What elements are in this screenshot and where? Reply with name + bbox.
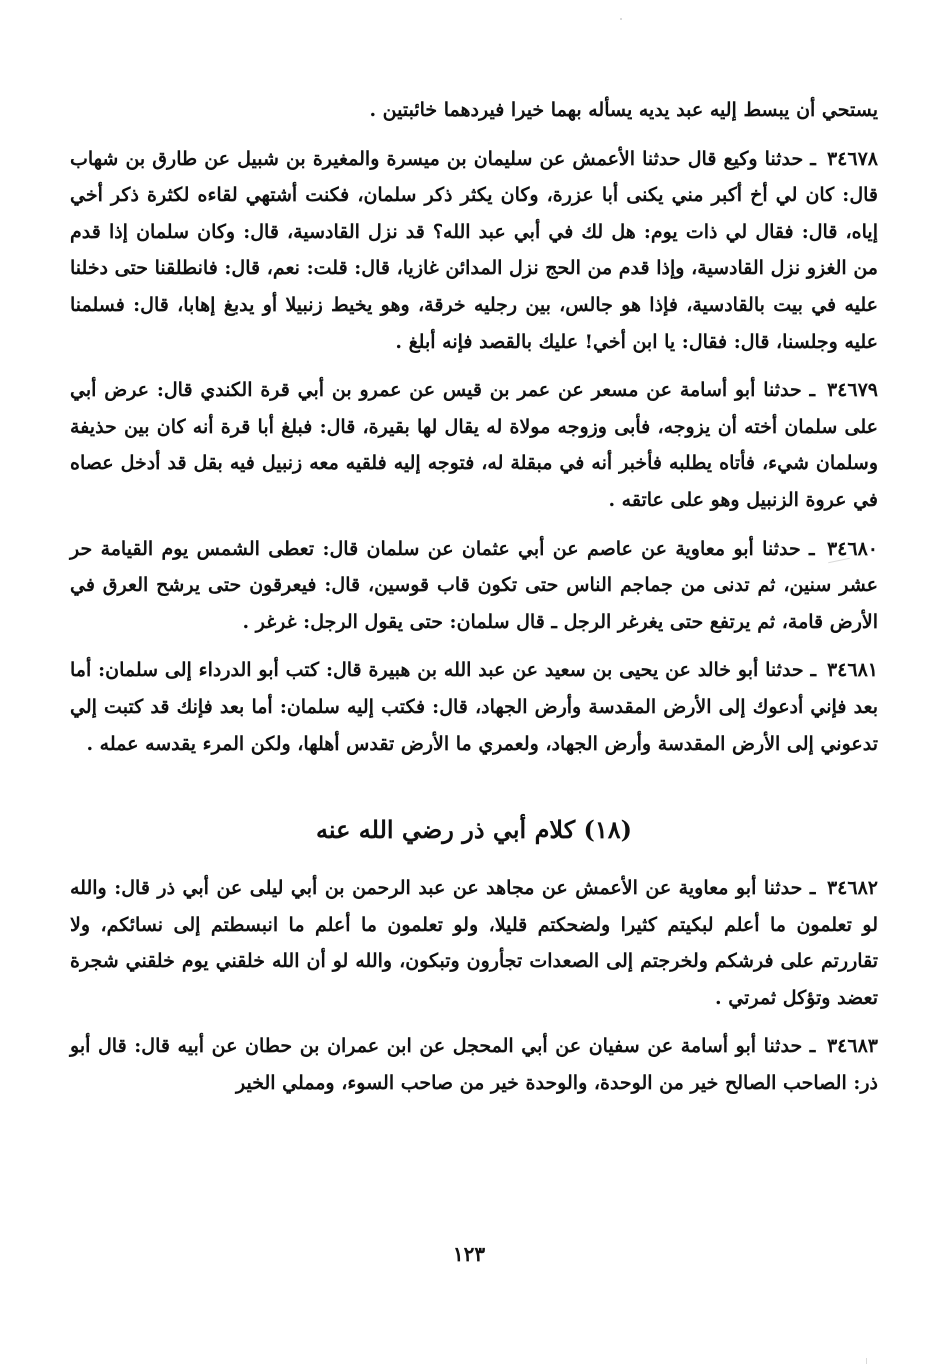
hadith-text: ـ حدثنا أبو معاوية عن عاصم عن أبي عثمان عن سلمان قال: تعطى الشمس يوم القيامة حر عشر سنين، ثم تدنى من جماجم الناس حتى تكون قاب قوسين، قال: فيعرقون حتى يرشح العرق في الأرض قامة، ثم يرتفع حتى يغرغر الرجل ـ قال سلمان: حتى يقول الرجل: غرغر . [70,537,878,633]
hadith-number: ٣٤٦٧٨ [826,147,878,170]
hadith-number: ٣٤٦٨٢ [826,877,878,900]
hadith-34682 [70,870,878,1016]
abu-dharr-hadiths [70,870,878,1102]
opening-paragraph: يستحي أن يبسط إليه عبد يديه يسأله بهما خيرا فيردهما خائبتين . [369,99,878,121]
hadith-34680 [70,531,878,641]
hadith-number: ٣٤٦٨٣ [826,1035,878,1058]
hadith-34678 [70,141,878,361]
scan-speck [866,1358,867,1364]
hadith-34681 [70,652,878,762]
section-heading: (١٨) كلام أبي ذر رضي الله عنه [315,815,633,845]
hadith-number: ٣٤٦٨١ [826,659,878,682]
hadith-text: ـ حدثنا أبو أسامة عن مسعر عن عمر بن قيس عن عمرو بن أبي قرة الكندي قال: عرض أبي على سلمان أخته أن يزوجه، فأبى وزوجه مولاة له يقال لها بقيرة، قال: فبلغ أبا قرة أنه كان بين حذيفة وسلمان شيء، فأتاه يطلبه فأخبر أنه في مبقلة له، فتوجه إليه فلقيه معه زنبيل فيه بقل قد أدخل عصاه في عروة الزنبيل وهو على عاتقه . [70,379,878,511]
page-number: ١٢٣ [452,1242,486,1266]
hadith-34683 [70,1028,878,1101]
hadith-number: ٣٤٦٨٠ [826,537,878,560]
hadith-number: ٣٤٦٧٩ [826,379,878,402]
hadith-text: ـ حدثنا وكيع قال حدثنا الأعمش عن سليمان بن ميسرة والمغيرة بن شبيل عن طارق بن شهاب قال: كان لي أخ أكبر مني يكنى أبا عزرة، وكان يكثر ذكر سلمان، فكنت أشتهي لقاءه لكثرة ذكر أخي إياه، قال: فقال لي ذات يوم: هل لك في أبي عبد الله؟ قد نزل القادسية، قال: وكان سلمان إذا قدم من الغزو نزل القادسية، وإذا قدم من الحج نزل المدائن غازيا، قال: قلت: نعم، قال: فانطلقنا حتى دخلنا عليه في بيت بالقادسية، فإذا هو جالس، بين رجليه خرقة، وهو يخيط زنبيلا أو يدبغ إهابا، قال: فسلمنا عليه وجلسنا، قال: فقال: يا ابن أخي! عليك بالقصد فإنه أبلغ . [70,147,878,353]
hadith-text: ـ حدثنا أبو معاوية عن الأعمش عن مجاهد عن عبد الرحمن بن أبي ليلى عن أبي ذر قال: والله لو تعلمون ما أعلم لبكيتم كثيرا ولضحكتم قليلا، ولو تعلمون ما أعلم ما انبسطتم إلى نسائكم، ولا تقاررتم على فرشكم ولخرجتم إلى الصعدات تجأرون وتبكون، والله لو أن الله خلقني يوم خلقني شجرة تعضد وتؤكل ثمرتي . [70,877,878,1009]
salman-hadiths [70,141,878,763]
hadith-text: ـ حدثنا أبو خالد عن يحيى بن سعيد عن عبد الله بن هبيرة قال: كتب أبو الدرداء إلى سلمان: أما بعد فإني أدعوك إلى الأرض المقدسة وأرض الجهاد، قال: فكتب إليه سلمان: أما بعد فإنك قد كتبت إلي تدعوني إلى الأرض المقدسة وأرض الجهاد، ولعمري ما الأرض تقدس أهلها، ولكن المرء يقدسه عمله . [70,659,878,755]
hadith-34679 [70,372,878,518]
book-page [70,92,878,1102]
hadith-text: ـ حدثنا أبو أسامة عن سفيان عن أبي المحجل عن ابن عمران بن حطان عن أبيه قال: قال أبو ذر: الصاحب الصالح خير من الوحدة، والوحدة خير من صاحب السوء، ومملي الخير [70,1035,878,1095]
scan-speck [620,18,622,20]
